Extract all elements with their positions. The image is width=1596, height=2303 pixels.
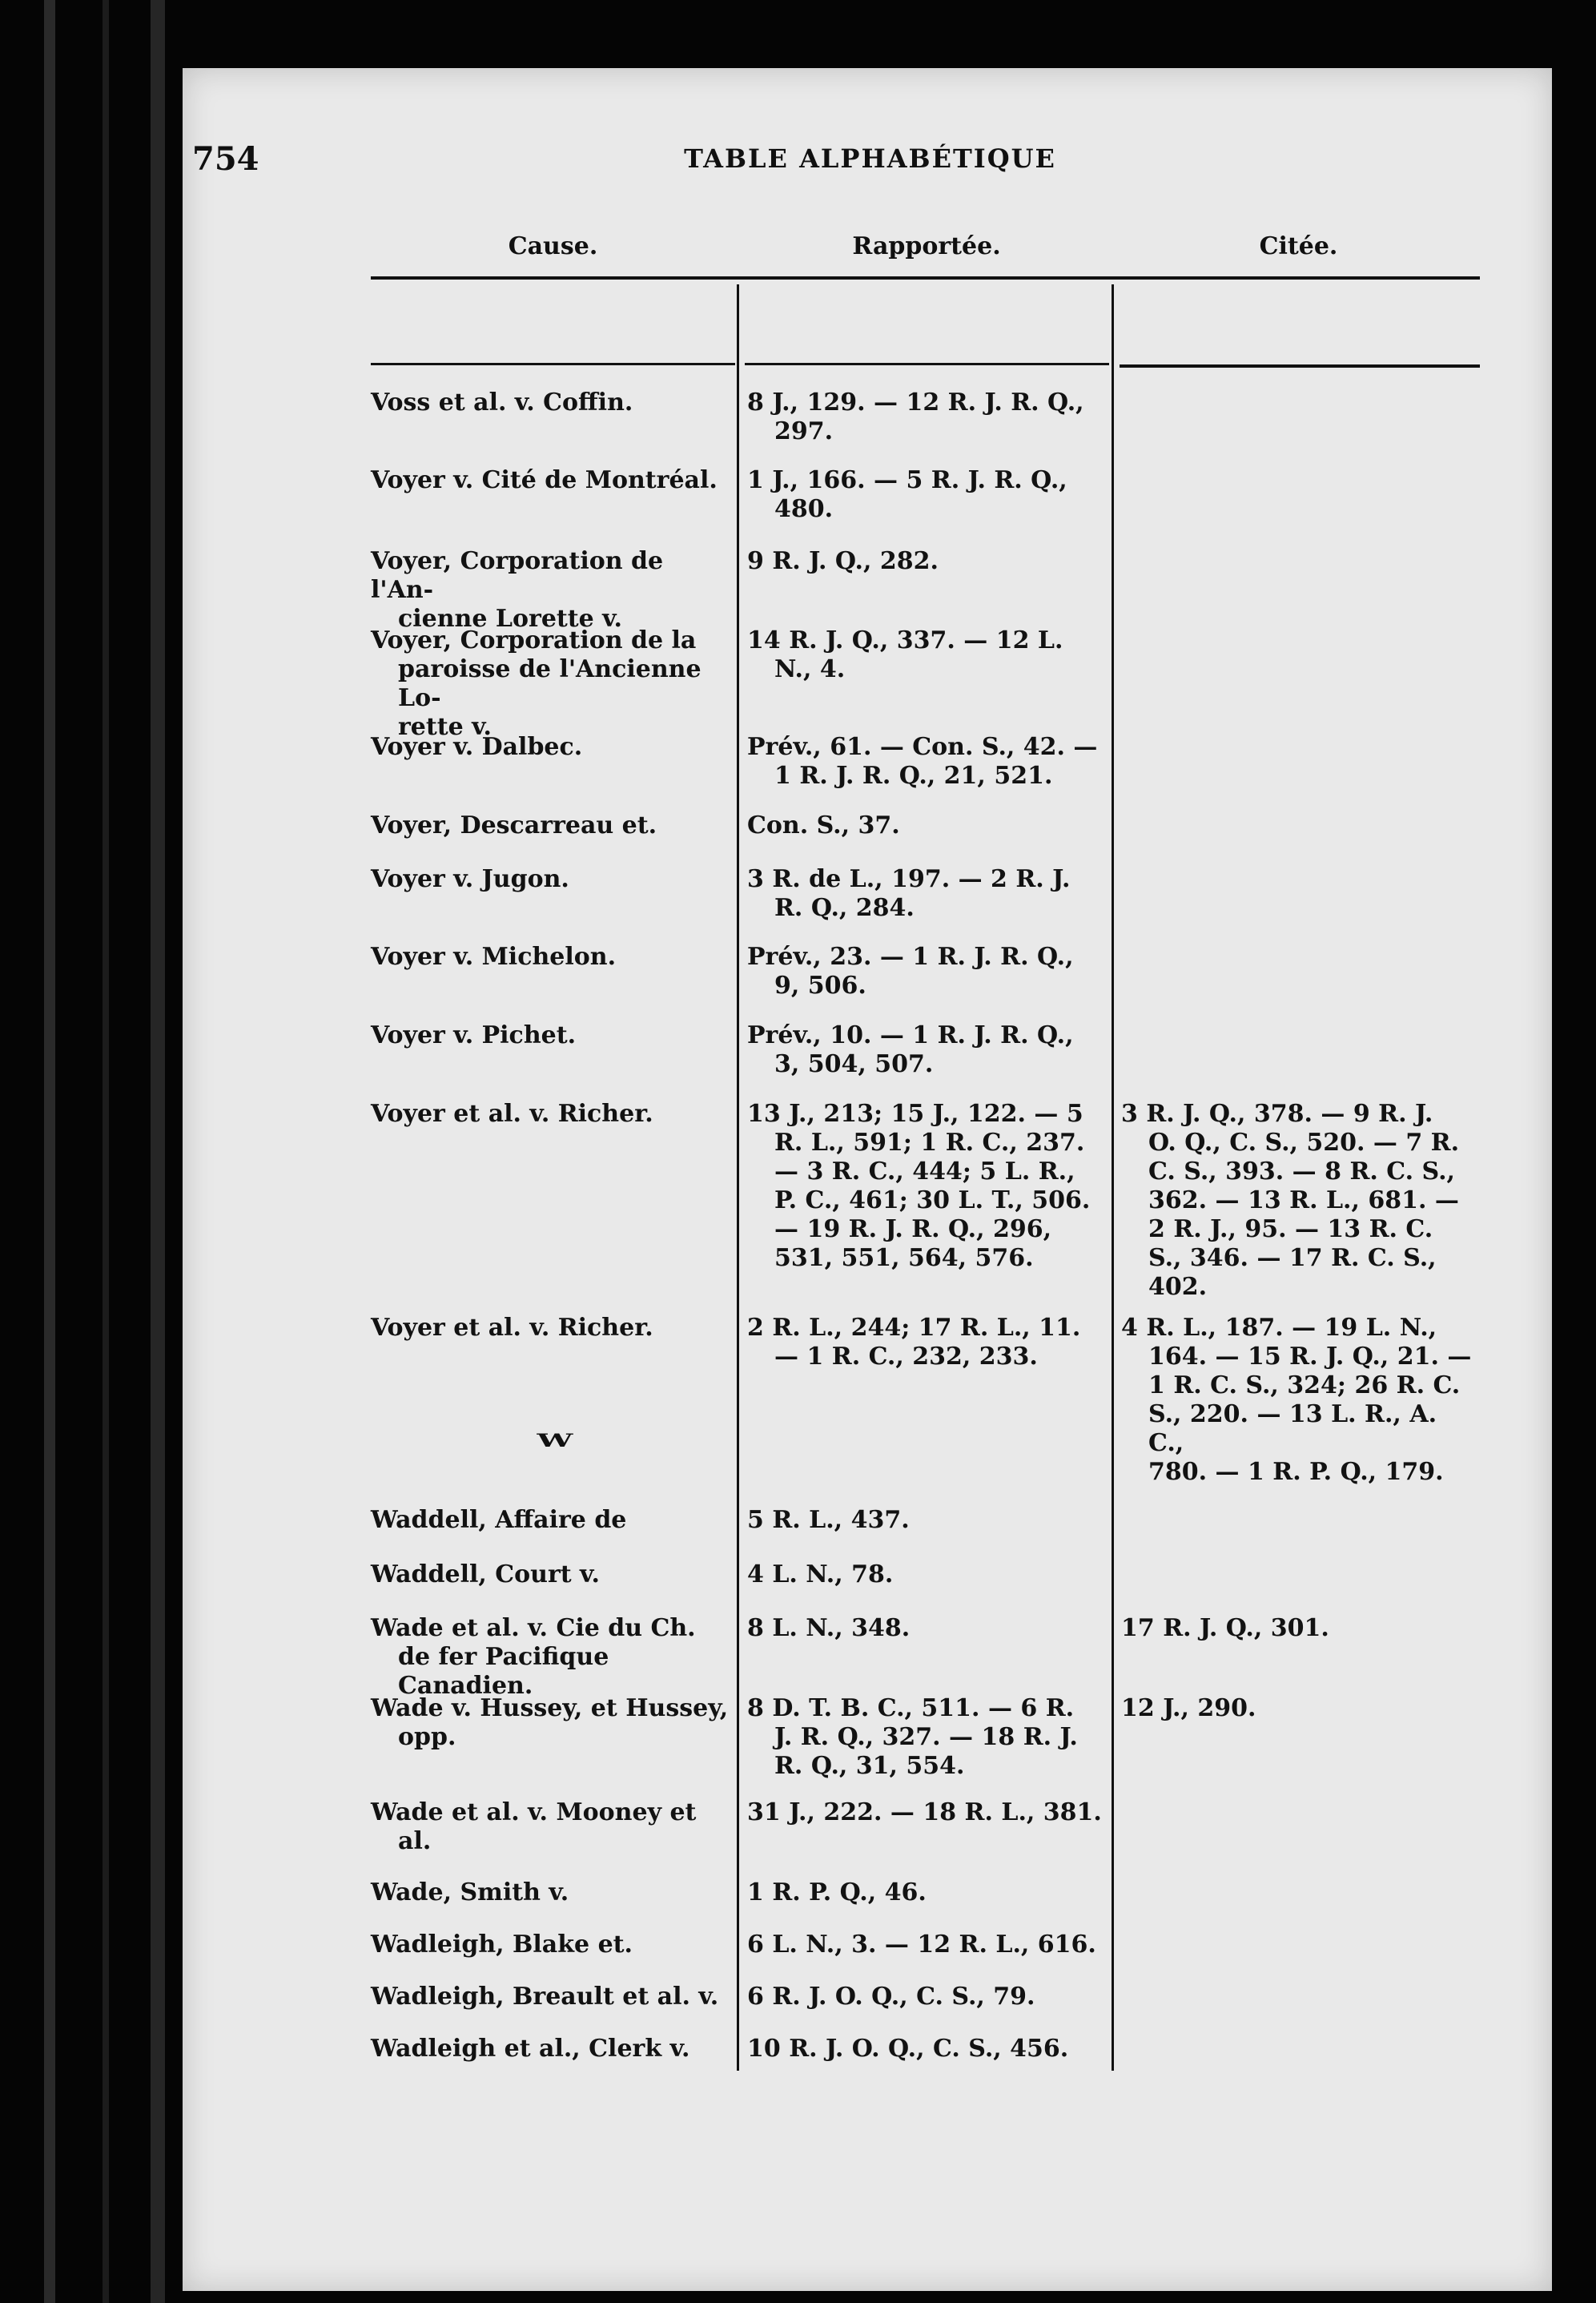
cell-line: R. Q., 284. (774, 894, 915, 922)
table-cell-cause (371, 1100, 731, 1129)
column-header-citee: Citée. (1259, 232, 1338, 260)
cell-line: 164. — 15 R. J. Q., 21. — (1148, 1343, 1472, 1371)
cell-line: 13 J., 213; 15 J., 122. — 5 (747, 1100, 1083, 1128)
cell-line: 12 J., 290. (1121, 1694, 1256, 1722)
cell-line: 17 R. J. Q., 301. (1121, 1614, 1329, 1642)
cell-line: Wadleigh et al., Clerk v. (371, 2035, 690, 2063)
page-title: TABLE ALPHABÉTIQUE (684, 143, 1056, 174)
cell-line: — 1 R. C., 232, 233. (774, 1343, 1038, 1371)
cell-line: 1 R. J. R. Q., 21, 521. (774, 762, 1053, 790)
cell-line: — 3 R. C., 444; 5 L. R., (774, 1158, 1075, 1186)
table-cell-cause (371, 389, 731, 417)
table-cell-rapportee (747, 1314, 1106, 1371)
column-divider (1112, 284, 1114, 2071)
cell-line: Wadleigh, Breault et al. v. (371, 1983, 719, 2011)
table-cell-rapportee (747, 1614, 1106, 1643)
cell-line: 8 J., 129. — 12 R. J. R. Q., (747, 389, 1084, 417)
cell-line: N., 4. (774, 655, 846, 683)
cell-line: 31 J., 222. — 18 R. L., 381. (747, 1798, 1102, 1826)
cell-line: 9 R. J. Q., 282. (747, 547, 939, 575)
cell-line: Voyer v. Cité de Montréal. (371, 466, 718, 494)
cell-line: Voyer et al. v. Richer. (371, 1100, 653, 1128)
table-cell-rapportee (747, 1560, 1106, 1589)
cell-line: Wadleigh, Blake et. (371, 1931, 633, 1959)
cell-line: 2 R. L., 244; 17 R. L., 11. (747, 1314, 1081, 1342)
table-cell-rapportee (747, 1931, 1106, 1959)
table-cell-cause (371, 547, 731, 634)
cell-line: 5 R. L., 437. (747, 1506, 910, 1534)
cell-line: Voyer, Corporation de la (371, 626, 697, 654)
table-cell-rapportee (747, 811, 1106, 840)
cell-line: 6 R. J. O. Q., C. S., 79. (747, 1983, 1035, 2011)
cell-line: O. Q., C. S., 520. — 7 R. (1148, 1129, 1460, 1157)
cell-line: 1 J., 166. — 5 R. J. R. Q., (747, 466, 1067, 494)
table-cell-cause (371, 1798, 731, 1856)
cell-line: 362. — 13 R. L., 681. — (1148, 1186, 1459, 1214)
table-cell-cause (371, 466, 731, 495)
table-cell-cause (371, 1878, 731, 1907)
table-cell-rapportee (747, 943, 1106, 1001)
table-cell-cause (371, 943, 731, 972)
table-cell-cause (371, 1614, 731, 1701)
scan-edge-left (103, 0, 109, 2303)
cell-line: 9, 506. (774, 972, 866, 1000)
cell-line: 480. (774, 495, 834, 523)
cell-line: Wade v. Hussey, et Hussey, (371, 1694, 729, 1722)
cell-line: Prév., 61. — Con. S., 42. — (747, 733, 1098, 761)
cell-line: P. C., 461; 30 L. T., 506. (774, 1186, 1091, 1214)
table-cell-rapportee (747, 865, 1106, 923)
cell-line: J. R. Q., 327. — 18 R. J. (774, 1723, 1078, 1751)
cell-line: Waddell, Affaire de (371, 1506, 627, 1534)
column-header-cause: Cause. (508, 232, 598, 260)
table-cell-rapportee (747, 626, 1106, 684)
table-cell-cause (371, 1021, 731, 1050)
table-cell-rapportee (747, 1798, 1106, 1827)
cell-line: rette v. (398, 713, 492, 741)
cell-line: 10 R. J. O. Q., C. S., 456. (747, 2035, 1069, 2063)
cell-line: opp. (398, 1723, 456, 1751)
table-cell-cause (371, 733, 731, 762)
table-cell-cause (371, 811, 731, 840)
cell-line: — 19 R. J. R. Q., 296, (774, 1215, 1052, 1243)
table-cell-rapportee (747, 2035, 1106, 2063)
cell-line: S., 220. — 13 L. R., A. C., (1148, 1400, 1437, 1457)
cell-line: 8 L. N., 348. (747, 1614, 911, 1642)
cell-line: 8 D. T. B. C., 511. — 6 R. (747, 1694, 1075, 1722)
table-cell-citee (1121, 1314, 1477, 1487)
table-cell-rapportee (747, 466, 1106, 524)
cell-line: 3 R. J. Q., 378. — 9 R. J. (1121, 1100, 1433, 1128)
table-cell-cause (371, 1983, 731, 2011)
table-cell-rapportee (747, 1694, 1106, 1781)
page-number: 754 (192, 140, 259, 178)
section-letter-w: W (537, 1430, 569, 1451)
cell-line: Wade, Smith v. (371, 1878, 569, 1906)
table-cell-cause (371, 1694, 731, 1752)
table-cell-cause (371, 626, 731, 742)
cell-line: C. S., 393. — 8 R. C. S., (1148, 1158, 1455, 1186)
table-cell-citee (1121, 1100, 1477, 1302)
cell-line: Voyer v. Dalbec. (371, 733, 583, 761)
table-cell-rapportee (747, 733, 1106, 791)
cell-line: 1 R. P. Q., 46. (747, 1878, 927, 1906)
cell-line: Wade et al. v. Cie du Ch. (371, 1614, 696, 1642)
cell-line: R. Q., 31, 554. (774, 1752, 965, 1780)
scan-edge-left (151, 0, 165, 2303)
table-cell-cause (371, 1560, 731, 1589)
table-cell-rapportee (747, 1100, 1106, 1273)
cell-line: cienne Lorette v. (398, 605, 623, 633)
cell-line: 531, 551, 564, 576. (774, 1244, 1034, 1272)
table-header-rule (745, 363, 1109, 365)
cell-line: 1 R. C. S., 324; 26 R. C. (1148, 1371, 1461, 1399)
table-cell-rapportee (747, 1506, 1106, 1535)
cell-line: Wade et al. v. Mooney et (371, 1798, 697, 1826)
cell-line: Voyer v. Jugon. (371, 865, 569, 893)
table-cell-rapportee (747, 389, 1106, 446)
table-cell-cause (371, 2035, 731, 2063)
table-cell-citee (1121, 1614, 1477, 1643)
cell-line: Con. S., 37. (747, 811, 900, 839)
cell-line: Voyer, Descarreau et. (371, 811, 657, 839)
cell-line: Prév., 23. — 1 R. J. R. Q., (747, 943, 1074, 971)
cell-line: 402. (1148, 1273, 1208, 1301)
cell-line: Voyer et al. v. Richer. (371, 1314, 653, 1342)
cell-line: 4 R. L., 187. — 19 L. N., (1121, 1314, 1437, 1342)
table-cell-rapportee (747, 1878, 1106, 1907)
table-cell-cause (371, 1931, 731, 1959)
table-header-rule (371, 363, 735, 365)
cell-line: Voyer v. Michelon. (371, 943, 617, 971)
cell-line: 297. (774, 417, 834, 445)
cell-line: 4 L. N., 78. (747, 1560, 894, 1588)
scan-edge-left (44, 0, 55, 2303)
cell-line: 14 R. J. Q., 337. — 12 L. (747, 626, 1063, 654)
table-top-rule (371, 276, 1480, 280)
table-cell-citee (1121, 1694, 1477, 1723)
table-cell-cause (371, 1314, 731, 1343)
cell-line: Voyer, Corporation de l'An- (371, 547, 664, 604)
table-cell-rapportee (747, 1983, 1106, 2011)
cell-line: 3 R. de L., 197. — 2 R. J. (747, 865, 1071, 893)
cell-line: Voss et al. v. Coffin. (371, 389, 633, 417)
table-cell-rapportee (747, 1021, 1106, 1079)
cell-line: 2 R. J., 95. — 13 R. C. (1148, 1215, 1433, 1243)
table-cell-rapportee (747, 547, 1106, 576)
table-cell-cause (371, 1506, 731, 1535)
cell-line: Waddell, Court v. (371, 1560, 600, 1588)
cell-line: paroisse de l'Ancienne Lo- (398, 655, 702, 712)
cell-line: 780. — 1 R. P. Q., 179. (1148, 1458, 1444, 1486)
cell-line: al. (398, 1827, 432, 1855)
cell-line: 6 L. N., 3. — 12 R. L., 616. (747, 1931, 1096, 1959)
cell-line: 3, 504, 507. (774, 1050, 934, 1078)
table-header-rule (1120, 364, 1480, 368)
column-header-rapportee: Rapportée. (852, 232, 1001, 260)
cell-line: Voyer v. Pichet. (371, 1021, 577, 1049)
cell-line: S., 346. — 17 R. C. S., (1148, 1244, 1437, 1272)
cell-line: de fer Pacifique Canadien. (398, 1643, 609, 1700)
cell-line: R. L., 591; 1 R. C., 237. (774, 1129, 1085, 1157)
cell-line: Prév., 10. — 1 R. J. R. Q., (747, 1021, 1074, 1049)
column-divider (737, 284, 739, 2071)
page-header (192, 140, 1548, 196)
table-cell-cause (371, 865, 731, 894)
